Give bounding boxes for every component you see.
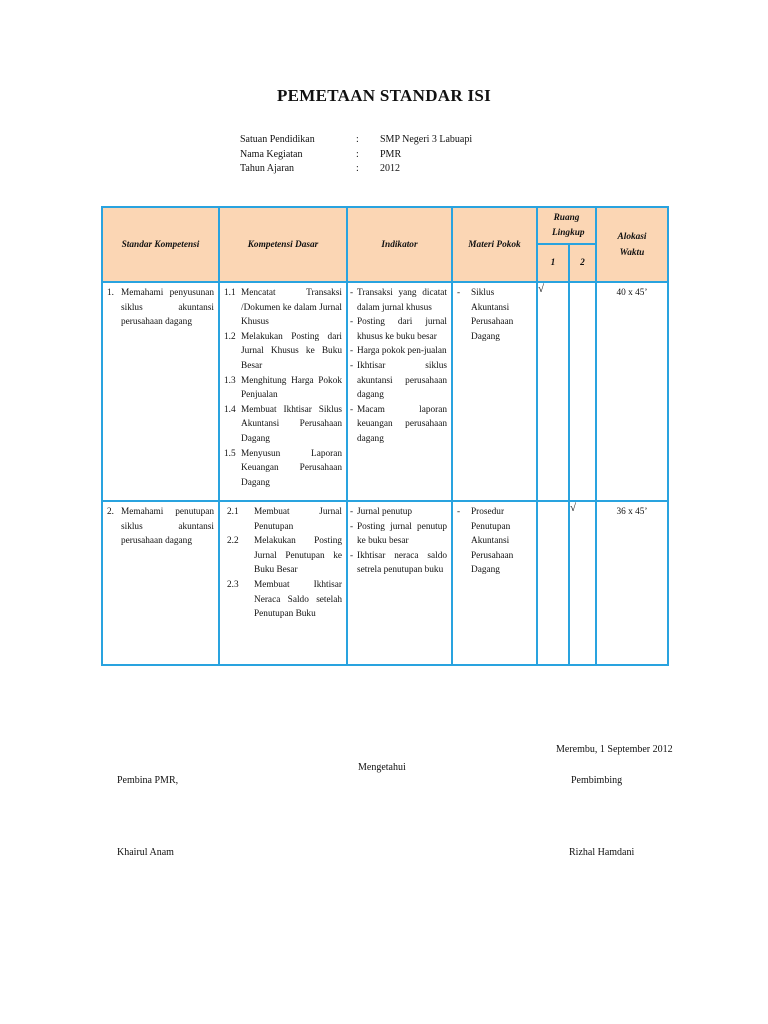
ruang-1-check [537, 501, 569, 665]
kd-item [224, 505, 342, 534]
sk-text: Memahami penutupan siklus akuntansi perusahaan dagang [121, 507, 214, 547]
meta-row-school [240, 134, 472, 149]
alokasi-cell [596, 501, 668, 665]
kd-cell [219, 501, 347, 665]
kd-item [224, 330, 342, 374]
meta-colon: : [356, 148, 359, 160]
indikator-item: - Transaksi yang dicatat dalam jurnal khusus [350, 286, 447, 315]
materi-item: - Prosedur Penutupan Akuntansi Perusahaan Dagang [457, 505, 532, 578]
kd-item [224, 447, 342, 491]
indikator-item: - Macam laporan keuangan perusahaan dagang [350, 403, 447, 447]
kd-text: Mencatat Transaksi /Dokumen ke dalam Jurnal Khusus [241, 288, 342, 328]
standard-mapping-table [101, 206, 669, 666]
meta-label: Nama Kegiatan [240, 148, 303, 160]
kd-text: Melakukan Posting Jurnal Penutupan ke Buku Besar [254, 536, 342, 576]
sk-text: Memahami penyusunan siklus akuntansi perusahaan dagang [121, 288, 214, 328]
left-signer-role: Pembina PMR, [117, 775, 179, 786]
materi-cell [452, 282, 537, 501]
meta-label: Tahun Ajaran [240, 163, 295, 174]
table-row [102, 501, 668, 665]
indikator-text: Harga pokok pen-jualan [357, 346, 447, 357]
materi-text: Prosedur Penutupan Akuntansi Perusahaan Dagang [471, 507, 514, 576]
meta-value: PMR [380, 148, 402, 160]
indikator-text: Posting jurnal penutup ke buku besar [357, 521, 447, 547]
header-materi-pokok: Materi Pokok [452, 207, 537, 282]
indikator-text: Macam laporan keuangan perusahaan dagang [357, 404, 447, 444]
kd-number: 2.2 [227, 536, 239, 547]
header-ruang-lingkup: Ruang Lingkup [537, 207, 596, 244]
header-standar-kompetensi: Standar Kompetensi [102, 207, 219, 282]
sk-cell [102, 501, 219, 665]
meta-label: Satuan Pendidikan [240, 134, 315, 145]
ruang-2-check [569, 282, 596, 501]
alokasi-value: 40 x 45’ [616, 288, 648, 298]
indikator-text: Jurnal penutup [357, 507, 412, 517]
sk-number: 1. [107, 288, 114, 298]
kd-text: Membuat Jurnal Penutupan [254, 507, 342, 532]
materi-text: Siklus Akuntansi Perusahaan Dagang [471, 288, 514, 342]
kd-text: Menghitung Harga Pokok Penjualan [241, 375, 342, 401]
kd-item [224, 286, 342, 330]
acknowledged-label: Mengetahui [358, 762, 406, 773]
materi-item: - Siklus Akuntansi Perusahaan Dagang [457, 286, 532, 344]
kd-item [224, 403, 342, 447]
ruang-2-check: √ [569, 501, 596, 665]
kd-text: Menyusun Laporan Keuangan Perusahaan Dagang [241, 448, 342, 488]
sk-number: 2. [107, 507, 114, 517]
meta-value: SMP Negeri 3 Labuapi [380, 134, 473, 145]
indikator-item: - Jurnal penutup [350, 505, 447, 520]
meta-row-year [240, 163, 472, 178]
kd-item [224, 374, 342, 403]
sk-cell [102, 282, 219, 501]
kd-number: 2.3 [227, 579, 239, 590]
document-meta [240, 134, 472, 178]
meta-value: 2012 [380, 163, 400, 174]
indikator-item: - Ikhtisar siklus akuntansi perusahaan dagang [350, 359, 447, 403]
kd-item [224, 534, 342, 578]
kd-text: Melakukan Posting dari Jurnal Khusus ke Buku Besar [241, 331, 342, 371]
indikator-text: Posting dari jurnal khusus ke buku besar [357, 317, 447, 342]
indikator-cell [347, 501, 452, 665]
indikator-text: Ikhtisar neraca saldo setrela penutupan buku [357, 550, 447, 576]
indikator-item: - Posting dari jurnal khusus ke buku besar [350, 315, 447, 344]
table-row [102, 282, 668, 501]
header-ruang-2: 2 [569, 244, 596, 282]
kd-number: 1.4 [224, 404, 236, 415]
meta-colon: : [356, 163, 359, 174]
kd-number: 2.1 [227, 507, 239, 517]
meta-row-activity [240, 149, 472, 164]
alokasi-cell [596, 282, 668, 501]
kd-number: 1.5 [224, 448, 236, 459]
header-ruang-1: 1 [537, 244, 569, 282]
left-signer-name: Khairul Anam [117, 847, 174, 858]
alokasi-value: 36 x 45’ [616, 507, 648, 517]
right-signer-role: Pembimbing [571, 775, 623, 786]
indikator-text: Transaksi yang dicatat dalam jurnal khusus [357, 288, 447, 313]
place-date: Merembu, 1 September 2012 [556, 744, 673, 755]
header-indikator: Indikator [347, 207, 452, 282]
kd-cell [219, 282, 347, 501]
indikator-text: Ikhtisar siklus akuntansi perusahaan dagang [357, 360, 447, 401]
page-title: PEMETAAN STANDAR ISI [276, 86, 492, 105]
materi-cell [452, 501, 537, 665]
ruang-1-check: √ [537, 282, 569, 501]
kd-number: 1.2 [224, 331, 236, 342]
indikator-item: - Harga pokok pen-jualan [350, 344, 447, 359]
header-alokasi-waktu: Alokasi Waktu [596, 207, 668, 282]
indikator-cell [347, 282, 452, 501]
right-signer-name: Rizhal Hamdani [569, 847, 635, 858]
kd-text: Membuat Ikhtisar Neraca Saldo setelah Penutupan Buku [254, 579, 342, 620]
kd-number: 1.3 [224, 375, 236, 386]
meta-colon: : [356, 134, 359, 145]
header-kompetensi-dasar: Kompetensi Dasar [219, 207, 347, 282]
kd-text: Membuat Ikhtisar Siklus Akuntansi Perusahaan Dagang [241, 404, 342, 444]
kd-item [224, 578, 342, 622]
indikator-item: - Ikhtisar neraca saldo setrela penutupan buku [350, 549, 447, 578]
indikator-item: - Posting jurnal penutup ke buku besar [350, 520, 447, 549]
kd-number: 1.1 [224, 288, 236, 298]
